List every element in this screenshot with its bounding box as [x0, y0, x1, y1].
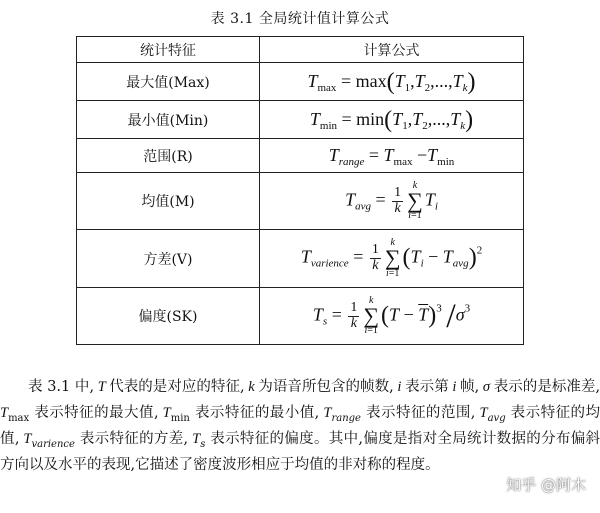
table-row [77, 288, 524, 345]
header-feature: 统计特征 [77, 37, 260, 63]
table-row [77, 101, 524, 139]
body-paragraph: 表 3.1 中, T 代表的是对应的特征, k 为语音所包含的帧数, i 表示第 i 帧, σ 表示的是标准差, $T_{max}$ 表示特征的最大值, $T_{min}$ 表示特征的最小值, $T_{range}$ 表示特征的范围, $T_{avg}$ 表示特征的均值, $T_{varience}$ 表示特征的方差, $T_s$ 表示特征的偏度。其中,偏度是指对全局统计数据的分布偏斜方向以及水平的表现,它描述了密度波形相应于均值的非对称的程度。 [0, 379, 600, 473]
row-name-min: 最小值(Min) [77, 101, 260, 139]
formula-range: $T_{range} = T_{max} -T_{min}$ [260, 139, 524, 173]
row-name-variance: 方差(V) [77, 230, 260, 288]
formula-max: $T_{max} = \max(T_1,T_2,...,T_k)$ [260, 63, 524, 101]
statistics-formula-table [76, 36, 524, 345]
row-name-mean: 均值(M) [77, 173, 260, 230]
table-row [77, 230, 524, 288]
formula-skewness: $T_s$ = $\frac{1}{k}$ k ∑ i=1 $(T - \overline{T})^3$ $/\sigma^3$ [260, 288, 524, 345]
table-row [77, 63, 524, 101]
row-name-range: 范围(R) [77, 139, 260, 173]
formula-variance: $T_{varience}$ = $\frac{1}{k}$ k ∑ i=1 $(T_i - T_{avg})^2$ [260, 230, 524, 288]
header-formula: 计算公式 [260, 37, 524, 63]
table-caption: 表 3.1 全局统计值计算公式 [210, 11, 390, 27]
watermark-text: 知乎 @阿木 [506, 476, 586, 494]
table-row [77, 139, 524, 173]
row-name-skewness: 偏度(SK) [77, 288, 260, 345]
table-header-row [77, 37, 524, 63]
row-name-max: 最大值(Max) [77, 63, 260, 101]
formula-mean: $T_{avg}$ = $\frac{1}{k}$ k ∑ i=1 $T_i$ [260, 173, 524, 230]
table-row [77, 173, 524, 230]
formula-min: $T_{min} = \min(T_1,T_2,...,T_k)$ [260, 101, 524, 139]
